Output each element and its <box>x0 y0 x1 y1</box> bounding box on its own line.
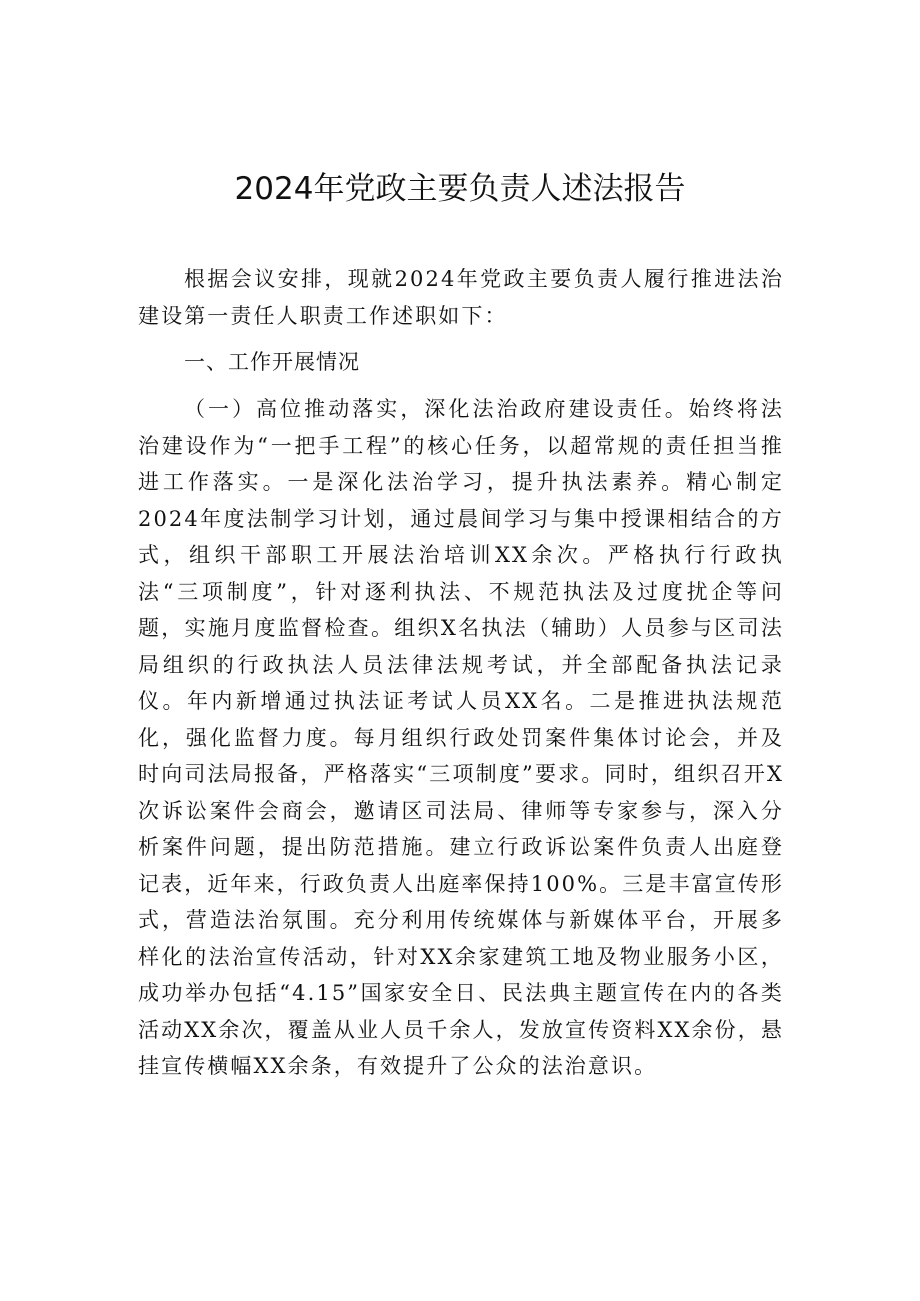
section-heading: 一、工作开展情况 <box>184 350 360 374</box>
intro-paragraph: 根据会议安排，现就2024年党政主要负责人履行推进法治建设第一责任人职责工作述职如下： <box>138 267 784 328</box>
body-paragraph-1: （一）高位推动落实，深化法治政府建设责任。始终将法治建设作为“一把手工程”的核心任务，以超常规的责任担当推进工作落实。一是深化法治学习，提升执法素养。精心制定2024年度法制学习计划，通过晨间学习与集中授课相结合的方式，组织干部职工开展法治培训XX余次。严格执行行政执法“三项制度”，针对逐利执法、不规范执法及过度扰企等问题，实施月度监督检查。组织X名执法（辅助）人员参与区司法局组织的行政执法人员法律法规考试，并全部配备执法记录仪。年内新增通过执法证考试人员XX名。二是推进执法规范化，强化监督力度。每月组织行政处罚案件集体讨论会，并及时向司法局报备，严格落实“三项制度”要求。同时，组织召开X次诉讼案件会商会，邀请区司法局、律师等专家参与，深入分析案件问题，提出防范措施。建立行政诉讼案件负责人出庭登记表，近年来，行政负责人出庭率保持100%。三是丰富宣传形式，营造法治氛围。充分利用传统媒体与新媒体平台，开展多样化的法治宣传活动，针对XX余家建筑工地及物业服务小区，成功举办包括“4.15”国家安全日、民法典主题宣传在内的各类活动XX余次，覆盖从业人员千余人，发放宣传资料XX余份，悬挂宣传横幅XX余条，有效提升了公众的法治意识。 <box>138 397 784 1078</box>
document-title: 2024年党政主要负责人述法报告 <box>234 171 686 207</box>
